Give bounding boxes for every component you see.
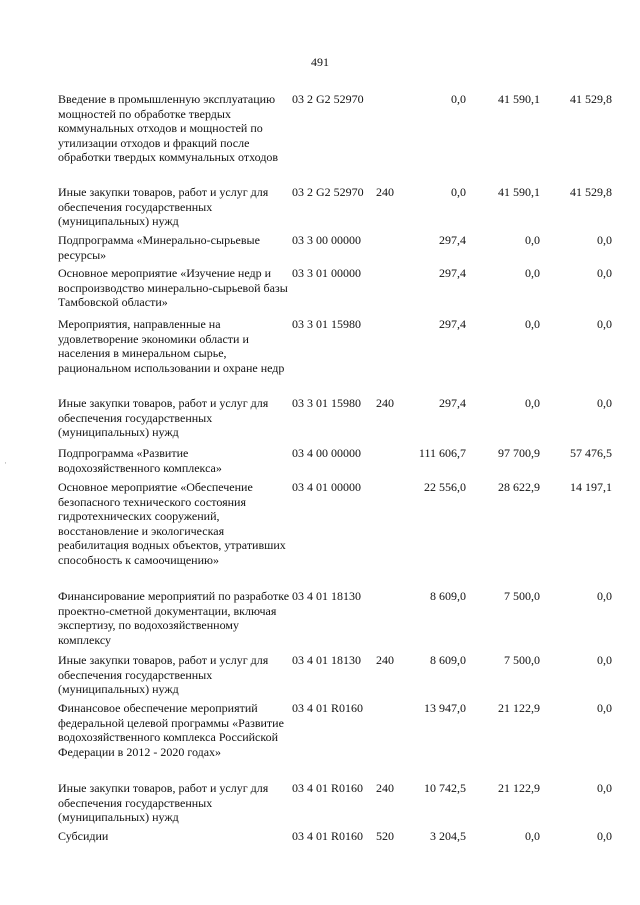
row-description: Иные закупки товаров, работ и услуг для обеспечения государственных (муниципальных) нужд [58, 653, 269, 696]
row-value-3: 0,0 [597, 233, 612, 247]
row-value-1: 111 606,7 [418, 446, 466, 460]
row-expense-type: 240 [376, 781, 394, 795]
row-value-1: 0,0 [451, 185, 466, 199]
row-description: Основное мероприятие «Изучение недр и воспроизводство минерально-сырьевой базы Тамбовской области» [58, 266, 288, 309]
row-value-3: 14 197,1 [570, 480, 612, 494]
row-code: 03 4 01 R0160 [292, 829, 364, 843]
row-description: Иные закупки товаров, работ и услуг для обеспечения государственных (муниципальных) нужд [58, 781, 269, 824]
row-value-1: 0,0 [451, 92, 466, 106]
row-value-2: 7 500,0 [504, 653, 540, 667]
row-description: Иные закупки товаров, работ и услуг для обеспечения государственных (муниципальных) нужд [58, 185, 269, 228]
row-value-3: 0,0 [597, 396, 612, 410]
row-value-2: 0,0 [525, 829, 540, 843]
row-value-2: 0,0 [525, 266, 540, 280]
row-value-3: 0,0 [597, 317, 612, 331]
row-code: 03 3 01 15980 [292, 317, 361, 331]
row-value-3: 0,0 [597, 781, 612, 795]
row-code: 03 4 00 00000 [292, 446, 361, 460]
row-description: Подпрограмма «Развитие водохозяйственного комплекса» [58, 446, 222, 475]
margin-mark: · [4, 458, 7, 468]
row-code: 03 4 01 R0160 [292, 701, 364, 715]
page-number: 491 [311, 55, 329, 69]
row-description: Подпрограмма «Минерально-сырьевые ресурсы» [58, 233, 260, 262]
row-expense-type: 240 [376, 185, 394, 199]
row-code: 03 2 G2 52970 [292, 92, 364, 106]
row-value-2: 0,0 [525, 233, 540, 247]
row-description: Введение в промышленную эксплуатацию мощностей по обработке твердых коммунальных отходов и мощностей по утилизации отходов и фракций после обработки твердых коммунальных отходов [58, 92, 279, 164]
row-code: 03 2 G2 52970 [292, 185, 364, 199]
row-value-3: 57 476,5 [570, 446, 612, 460]
row-value-3: 0,0 [597, 701, 612, 715]
row-value-2: 0,0 [525, 317, 540, 331]
row-value-1: 297,4 [439, 396, 466, 410]
row-value-1: 22 556,0 [424, 480, 466, 494]
row-value-3: 0,0 [597, 266, 612, 280]
row-code: 03 4 01 18130 [292, 653, 361, 667]
row-value-3: 0,0 [597, 653, 612, 667]
row-description: Иные закупки товаров, работ и услуг для обеспечения государственных (муниципальных) нужд [58, 396, 269, 439]
row-value-1: 297,4 [439, 233, 466, 247]
row-value-1: 297,4 [439, 266, 466, 280]
row-code: 03 3 01 00000 [292, 266, 361, 280]
row-value-3: 0,0 [597, 829, 612, 843]
row-code: 03 3 01 15980 [292, 396, 361, 410]
row-value-1: 8 609,0 [430, 653, 466, 667]
row-description: Субсидии [58, 829, 109, 843]
row-code: 03 4 01 00000 [292, 480, 361, 494]
row-description: Финансирование мероприятий по разработке проектно-сметной документации, включая экспертизу, по водохозяйственному комплексу [58, 589, 290, 647]
row-expense-type: 520 [376, 829, 394, 843]
row-value-2: 28 622,9 [498, 480, 540, 494]
row-description: Основное мероприятие «Обеспечение безопасного технического состояния гидротехнических сооружений, восстановление и экологическая реабилитация водных объектов, утративших способность к самоочищению» [58, 480, 286, 567]
row-value-1: 3 204,5 [430, 829, 466, 843]
row-value-2: 97 700,9 [498, 446, 540, 460]
row-expense-type: 240 [376, 653, 394, 667]
row-code: 03 3 00 00000 [292, 233, 361, 247]
row-value-1: 10 742,5 [424, 781, 466, 795]
row-value-2: 7 500,0 [504, 589, 540, 603]
row-value-1: 297,4 [439, 317, 466, 331]
row-code: 03 4 01 18130 [292, 589, 361, 603]
row-value-3: 41 529,8 [570, 185, 612, 199]
row-code: 03 4 01 R0160 [292, 781, 364, 795]
row-value-3: 0,0 [597, 589, 612, 603]
row-value-2: 21 122,9 [498, 781, 540, 795]
row-value-2: 41 590,1 [498, 185, 540, 199]
row-value-1: 8 609,0 [430, 589, 466, 603]
row-description: Мероприятия, направленные на удовлетворение экономики области и населения в минеральном сырье, рациональном использовании и охране недр [58, 317, 285, 375]
row-value-3: 41 529,8 [570, 92, 612, 106]
row-description: Финансовое обеспечение мероприятий федеральной целевой программы «Развитие водохозяйственного комплекса Российской Федерации в 2012 - 2020 годах» [58, 701, 284, 759]
row-expense-type: 240 [376, 396, 394, 410]
row-value-2: 41 590,1 [498, 92, 540, 106]
row-value-2: 21 122,9 [498, 701, 540, 715]
row-value-1: 13 947,0 [424, 701, 466, 715]
row-value-2: 0,0 [525, 396, 540, 410]
